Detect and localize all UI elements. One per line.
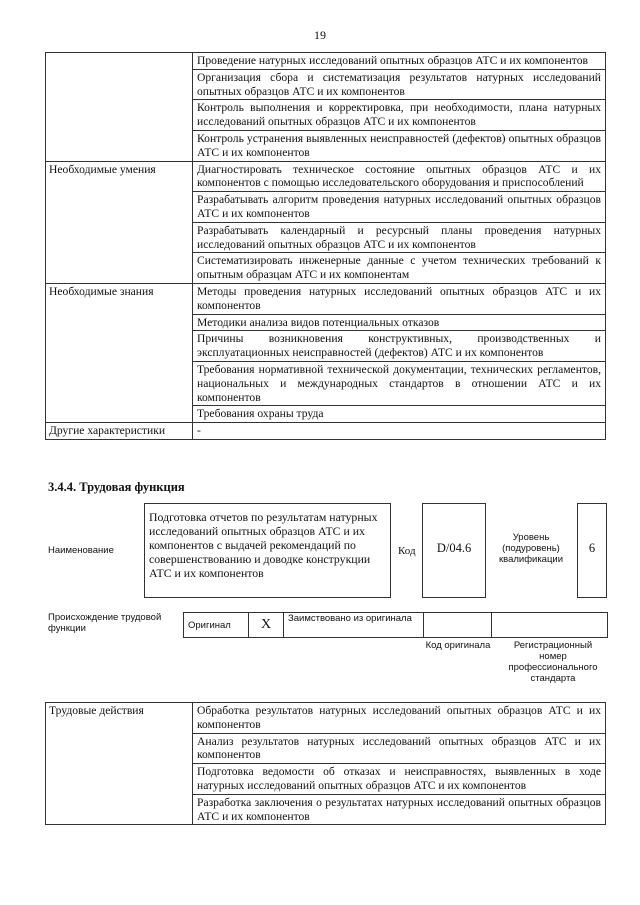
row-text: Организация сбора и систематизация результатов натурных исследований опытных образцов АТС и их компонентов xyxy=(193,69,606,100)
actions-label: Трудовые действия xyxy=(46,703,193,825)
table-row xyxy=(46,53,606,70)
row-label xyxy=(46,53,193,162)
row-text: Проведение натурных исследований опытных образцов АТС и их компонентов xyxy=(193,53,606,70)
reg-number-label: Регистрационный номер профессионального стандарта xyxy=(508,640,598,684)
level-value: 6 xyxy=(577,503,607,598)
origin-label: Происхождение трудовой функции xyxy=(48,612,162,634)
row-text: Диагностировать техническое состояние опытных образцов АТС и их компонентов с помощью исследовательского оборудования и приспособлений xyxy=(193,161,606,192)
action-text: Обработка результатов натурных исследований опытных образцов АТС и их компонентов xyxy=(193,703,606,734)
table-row xyxy=(46,161,606,192)
row-label: Другие характеристики xyxy=(46,423,193,440)
row-text: Требования нормативной технической документации, технических регламентов, национальных и международных стандартов в отношении АТС и их компонентов xyxy=(193,361,606,405)
action-text: Подготовка ведомости об отказах и неисправностях, выявленных в ходе натурных исследований опытных образцов АТС и их компонентов xyxy=(193,764,606,795)
row-text: Разрабатывать календарный и ресурсный планы проведения натурных исследований опытных образцов АТС и их компонентов xyxy=(193,222,606,253)
row-text: Систематизировать инженерные данные с учетом технических требований к опытным образцам АТС и их компонентам xyxy=(193,253,606,284)
original-label: Оригинал xyxy=(184,613,249,638)
row-label: Необходимые знания xyxy=(46,283,193,422)
row-text: - xyxy=(193,423,606,440)
action-text: Разработка заключения о результатах натурных исследований опытных образцов АТС и их компонентов xyxy=(193,794,606,825)
row-text: Методики анализа видов потенциальных отказов xyxy=(193,314,606,331)
function-code: D/04.6 xyxy=(422,503,486,598)
name-label: Наименование xyxy=(48,545,114,556)
row-text: Методы проведения натурных исследований опытных образцов АТС и их компонентов xyxy=(193,283,606,314)
row-label: Необходимые умения xyxy=(46,161,193,283)
original-mark: X xyxy=(249,613,284,638)
row-text: Требования охраны труда xyxy=(193,406,606,423)
page-number: 19 xyxy=(314,28,326,42)
borrowed-label: Заимствовано из оригинала xyxy=(284,613,424,638)
table-row xyxy=(46,703,606,734)
original-code-label: Код оригинала xyxy=(425,640,491,651)
section-title: 3.4.4. Трудовая функция xyxy=(48,480,185,494)
table-row xyxy=(46,283,606,314)
competency-table xyxy=(45,52,606,440)
function-name: Подготовка отчетов по результатам натурных исследований опытных образцов АТС и их компонентов с выдачей рекомендаций по совершенствованию и доводке конструкции АТС и их компонентов xyxy=(144,503,391,598)
reg-number-cell xyxy=(492,613,608,638)
action-text: Анализ результатов натурных исследований опытных образцов АТС и их компонентов xyxy=(193,733,606,764)
code-label: Код xyxy=(398,545,416,557)
actions-table xyxy=(45,702,606,825)
row-text: Разрабатывать алгоритм проведения натурных исследований опытных образцов АТС и их компонентов xyxy=(193,192,606,223)
row-text: Контроль устранения выявленных неисправностей (дефектов) опытных образцов АТС и их компонентов xyxy=(193,130,606,161)
level-label: Уровень (подуровень) квалификации xyxy=(498,532,564,565)
original-code-cell xyxy=(424,613,492,638)
row-text: Причины возникновения конструктивных, производственных и эксплуатационных неисправностей (дефектов) АТС и их компонентов xyxy=(193,331,606,362)
table-row xyxy=(46,423,606,440)
origin-table xyxy=(183,612,608,638)
row-text: Контроль выполнения и корректировка, при необходимости, плана натурных исследований опытных образцов АТС и их компонентов xyxy=(193,100,606,131)
